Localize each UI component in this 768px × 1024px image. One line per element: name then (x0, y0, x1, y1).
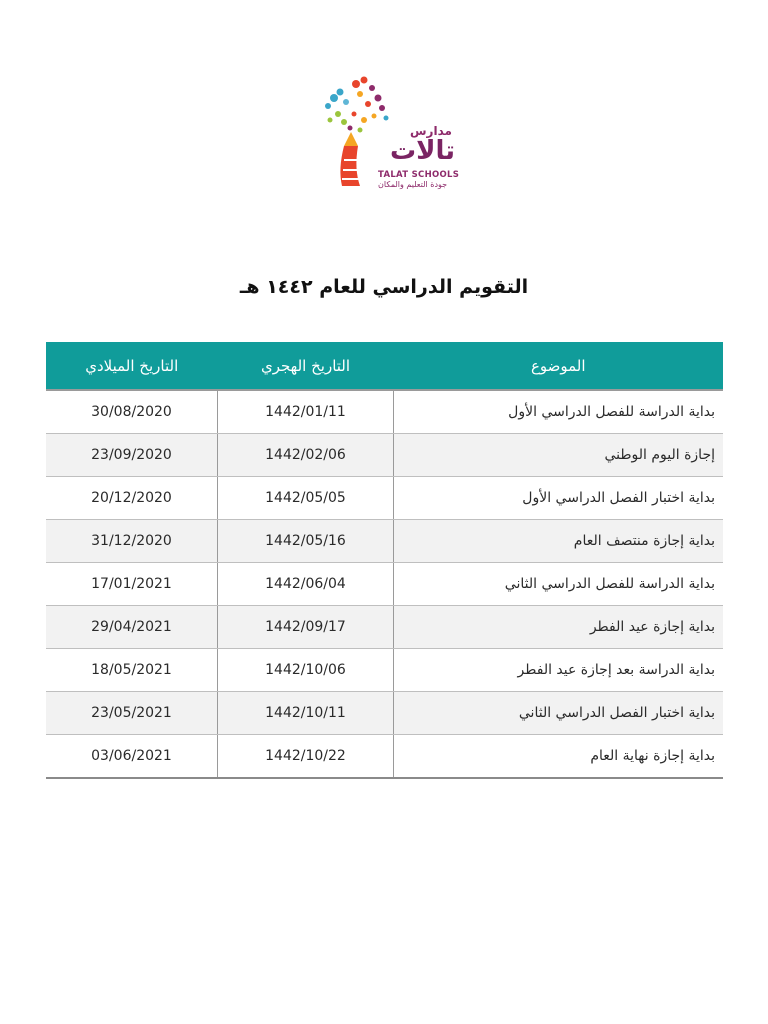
topic-cell: بداية اختبار الفصل الدراسي الثاني (394, 692, 724, 735)
hijri-date-cell: 1442/01/11 (218, 390, 394, 434)
table-header-row (46, 342, 723, 390)
hijri-date-cell: 1442/05/16 (218, 520, 394, 563)
logo-arabic-small: مدارس (410, 124, 452, 138)
hijri-date-cell: 1442/10/11 (218, 692, 394, 735)
table-row (46, 563, 723, 606)
gregorian-date-cell: 03/06/2021 (46, 735, 218, 779)
topic-cell: بداية إجازة منتصف العام (394, 520, 724, 563)
gregorian-date-cell: 18/05/2021 (46, 649, 218, 692)
table-row (46, 649, 723, 692)
hijri-date-cell: 1442/06/04 (218, 563, 394, 606)
table-row (46, 692, 723, 735)
gregorian-date-cell: 17/01/2021 (46, 563, 218, 606)
topic-cell: إجازة اليوم الوطني (394, 434, 724, 477)
page-title: التقويم الدراسي للعام ١٤٤٢ هـ (239, 276, 529, 298)
column-header-gregorian: التاريخ الميلادي (46, 342, 218, 390)
table-row (46, 606, 723, 649)
hijri-date-cell: 1442/09/17 (218, 606, 394, 649)
table-row (46, 520, 723, 563)
gregorian-date-cell: 29/04/2021 (46, 606, 218, 649)
table-row (46, 735, 723, 779)
gregorian-date-cell: 20/12/2020 (46, 477, 218, 520)
logo-english-name: TALAT SCHOOLS (378, 170, 460, 180)
column-header-topic: الموضوع (394, 342, 724, 390)
topic-cell: بداية إجازة نهاية العام (394, 735, 724, 779)
topic-cell: بداية إجازة عيد الفطر (394, 606, 724, 649)
logo-arabic-name: تالات (390, 136, 456, 166)
column-header-hijri: التاريخ الهجري (218, 342, 394, 390)
topic-cell: بداية الدراسة بعد إجازة عيد الفطر (394, 649, 724, 692)
hijri-date-cell: 1442/02/06 (218, 434, 394, 477)
topic-cell: بداية اختبار الفصل الدراسي الأول (394, 477, 724, 520)
gregorian-date-cell: 30/08/2020 (46, 390, 218, 434)
gregorian-date-cell: 23/05/2021 (46, 692, 218, 735)
table-row (46, 477, 723, 520)
hijri-date-cell: 1442/05/05 (218, 477, 394, 520)
topic-cell: بداية الدراسة للفصل الدراسي الأول (394, 390, 724, 434)
logo-tagline: جودة التعليم والمكان (378, 180, 448, 189)
gregorian-date-cell: 23/09/2020 (46, 434, 218, 477)
hijri-date-cell: 1442/10/06 (218, 649, 394, 692)
school-logo (320, 74, 460, 196)
gregorian-date-cell: 31/12/2020 (46, 520, 218, 563)
table-row (46, 390, 723, 434)
table-row (46, 434, 723, 477)
topic-cell: بداية الدراسة للفصل الدراسي الثاني (394, 563, 724, 606)
hijri-date-cell: 1442/10/22 (218, 735, 394, 779)
calendar-table (46, 342, 723, 779)
